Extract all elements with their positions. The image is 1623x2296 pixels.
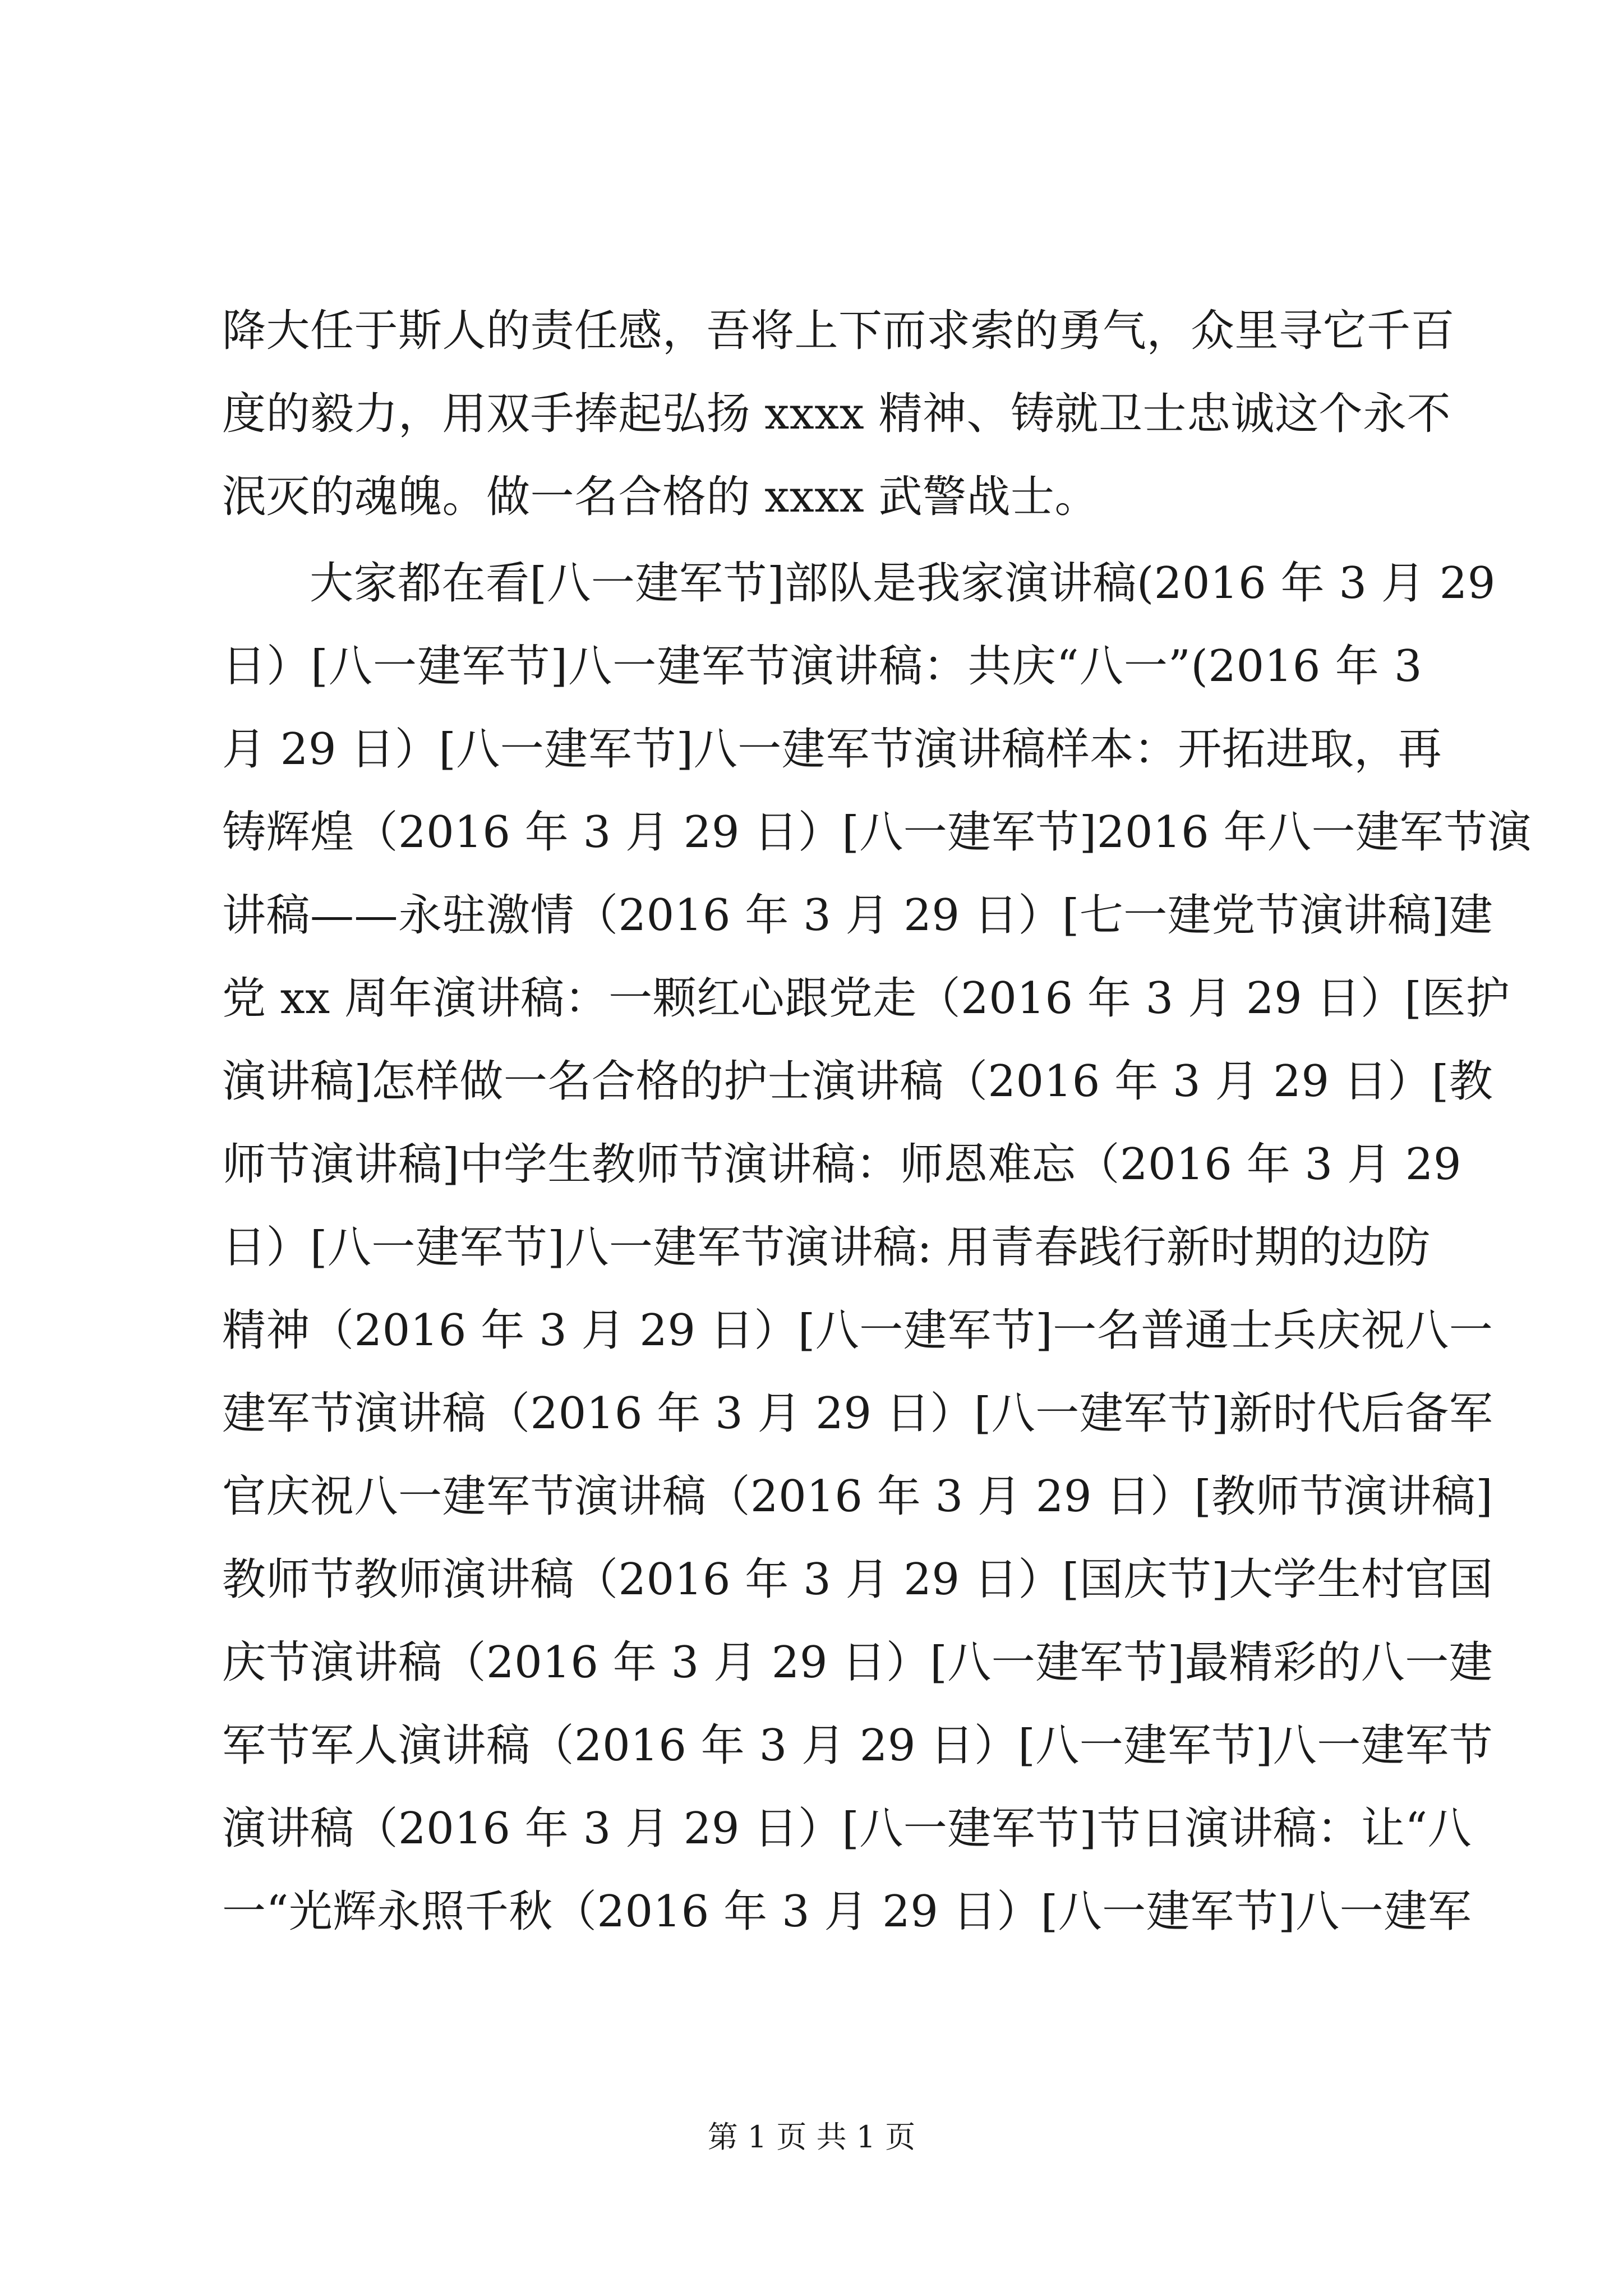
text-line: 师节演讲稿]中学生教师节演讲稿：师恩难忘（2016 年 3 月 29 xyxy=(222,1139,1461,1190)
text-line: 月 29 日）[八一建军节]八一建军节演讲稿样本：开拓进取，再 xyxy=(222,724,1442,775)
text-line: 日）[八一建军节]八一建军节演讲稿: 用青春践行新时期的边防 xyxy=(222,1222,1431,1273)
text-line: 党 xx 周年演讲稿：一颗红心跟党走（2016 年 3 月 29 日）[医护 xyxy=(222,973,1510,1024)
text-line: 泯灭的魂魄。做一名合格的 xxxx 武警战士。 xyxy=(222,472,1099,522)
text-line: 官庆祝八一建军节演讲稿（2016 年 3 月 29 日）[教师节演讲稿] xyxy=(222,1471,1493,1522)
text-line: 铸辉煌（2016 年 3 月 29 日）[八一建军节]2016 年八一建军节演 xyxy=(222,807,1532,858)
text-line: 一“光辉永照千秋（2016 年 3 月 29 日）[八一建军节]八一建军 xyxy=(222,1887,1472,1937)
text-line: 庆节演讲稿（2016 年 3 月 29 日）[八一建军节]最精彩的八一建 xyxy=(222,1637,1493,1688)
text-line: 演讲稿（2016 年 3 月 29 日）[八一建军节]节日演讲稿：让“八 xyxy=(222,1803,1472,1854)
text-line: 军节军人演讲稿（2016 年 3 月 29 日）[八一建军节]八一建军节 xyxy=(222,1720,1493,1771)
text-line: 度的毅力，用双手捧起弘扬 xxxx 精神、铸就卫士忠诚这个永不 xyxy=(222,389,1451,439)
text-line: 演讲稿]怎样做一名合格的护士演讲稿（2016 年 3 月 29 日）[教 xyxy=(222,1056,1493,1107)
page-number-footer: 第 1 页 共 1 页 xyxy=(707,2119,916,2155)
text-line: 降大任于斯人的责任感，吾将上下而求索的勇气，众里寻它千百 xyxy=(222,306,1455,356)
paragraph-first-line: 大家都在看[八一建军节]部队是我家演讲稿(2016 年 3 月 29 xyxy=(310,558,1496,609)
text-line: 讲稿——永驻激情（2016 年 3 月 29 日）[七一建党节演讲稿]建 xyxy=(222,890,1493,941)
text-line: 建军节演讲稿（2016 年 3 月 29 日）[八一建军节]新时代后备军 xyxy=(222,1388,1493,1439)
text-line: 日）[八一建军节]八一建军节演讲稿：共庆“八一”(2016 年 3 xyxy=(222,641,1422,692)
text-line: 精神（2016 年 3 月 29 日）[八一建军节]一名普通士兵庆祝八一 xyxy=(222,1305,1493,1356)
text-line: 教师节教师演讲稿（2016 年 3 月 29 日）[国庆节]大学生村官国 xyxy=(222,1554,1493,1605)
